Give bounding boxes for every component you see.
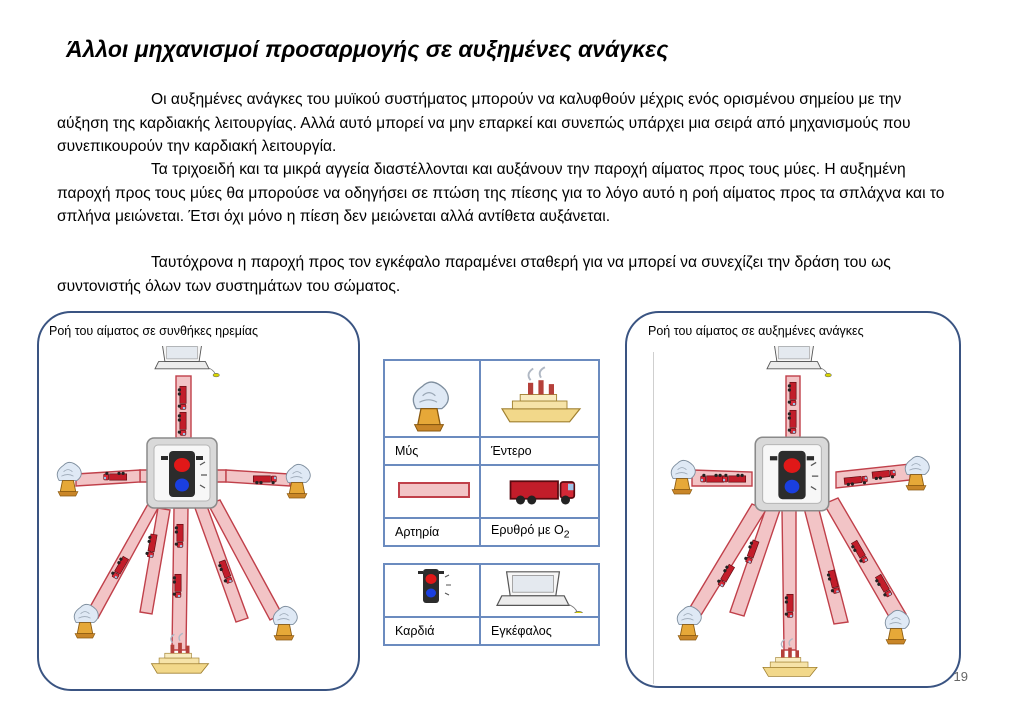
traffic-light-heart-icon xyxy=(385,565,477,613)
muscle-label: Μύς xyxy=(384,437,480,465)
demand-flow-diagram xyxy=(648,346,954,680)
artery-icon xyxy=(385,466,477,514)
paragraph-1-text: Οι αυξημένες ανάγκες του μυϊκού συστήματος μπορούν να καλυφθούν μέχρις ενός ορισμένου σημείου με την αύξηση της καρδιακής λειτουργίας. Αλλά αυτό μπορεί να μην επαρκεί και συνεπώς υπάρχει μια σειρά από μηχανισμούς που συνεπικουρούν την καρδιακή λειτουργία. xyxy=(57,91,911,155)
muscle-icon xyxy=(385,361,477,433)
paragraph-3 xyxy=(57,251,957,298)
paragraph-3-text: Ταυτόχρονα η παροχή προς τον εγκέφαλο παραμένει σταθερή για να μπορεί να συνεχίζει την δράση του ως συντονιστής όλων των συστημάτων του σώματος. xyxy=(57,254,891,295)
laptop-brain-icon xyxy=(481,565,597,613)
artery-label: Αρτηρία xyxy=(384,518,480,546)
erythrocyte-icon-cell xyxy=(480,465,599,518)
erythrocyte-label xyxy=(480,518,599,546)
erythrocyte-label-text: Ερυθρό με O xyxy=(491,523,564,538)
artery-network xyxy=(686,376,910,650)
legend-table-2 xyxy=(383,563,600,646)
oxygen-subscript: 2 xyxy=(563,529,570,541)
page-title: Άλλοι μηχανισμοί προσαρμογής σε αυξημένες ανάγκες xyxy=(66,36,669,62)
brain-label: Εγκέφαλος xyxy=(480,617,599,645)
page-number: 19 xyxy=(953,669,968,684)
intestine-icon-cell xyxy=(480,360,599,437)
legend-table-1 xyxy=(383,359,600,547)
erythrocyte-truck-icon xyxy=(481,466,597,514)
brain-icon-cell xyxy=(480,564,599,617)
heart-icon-cell xyxy=(384,564,480,617)
paragraph-2 xyxy=(57,158,957,229)
demand-flow-title: Ροή του αίματος σε αυξημένες ανάγκες xyxy=(648,324,864,338)
rest-flow-diagram xyxy=(40,346,356,684)
heart-icon xyxy=(147,438,217,508)
paragraph-1 xyxy=(57,88,957,159)
intestine-label: Έντερο xyxy=(480,437,599,465)
intestine-icon xyxy=(481,361,597,433)
artery-icon-cell xyxy=(384,465,480,518)
heart-label: Καρδιά xyxy=(384,617,480,645)
muscle-icon-cell xyxy=(384,360,480,437)
rest-flow-title: Ροή του αίματος σε συνθήκες ηρεμίας xyxy=(49,324,259,338)
paragraph-2-text: Τα τριχοειδή και τα μικρά αγγεία διαστέλλονται και αυξάνουν την παροχή αίματος προς τους μύες. Η αυξημένη παροχή προς τους μύες θα μπορούσε να οδηγήσει σε πτώση της πίεσης για το λόγο αυτό η ροή αίματος προς τα σπλάχνα και το σπλήνα μειώνεται. Έτσι όχι μόνο η πίεση δεν μειώνεται αλλά αντίθετα αυξάνεται. xyxy=(57,161,945,225)
heart-icon xyxy=(755,437,829,511)
